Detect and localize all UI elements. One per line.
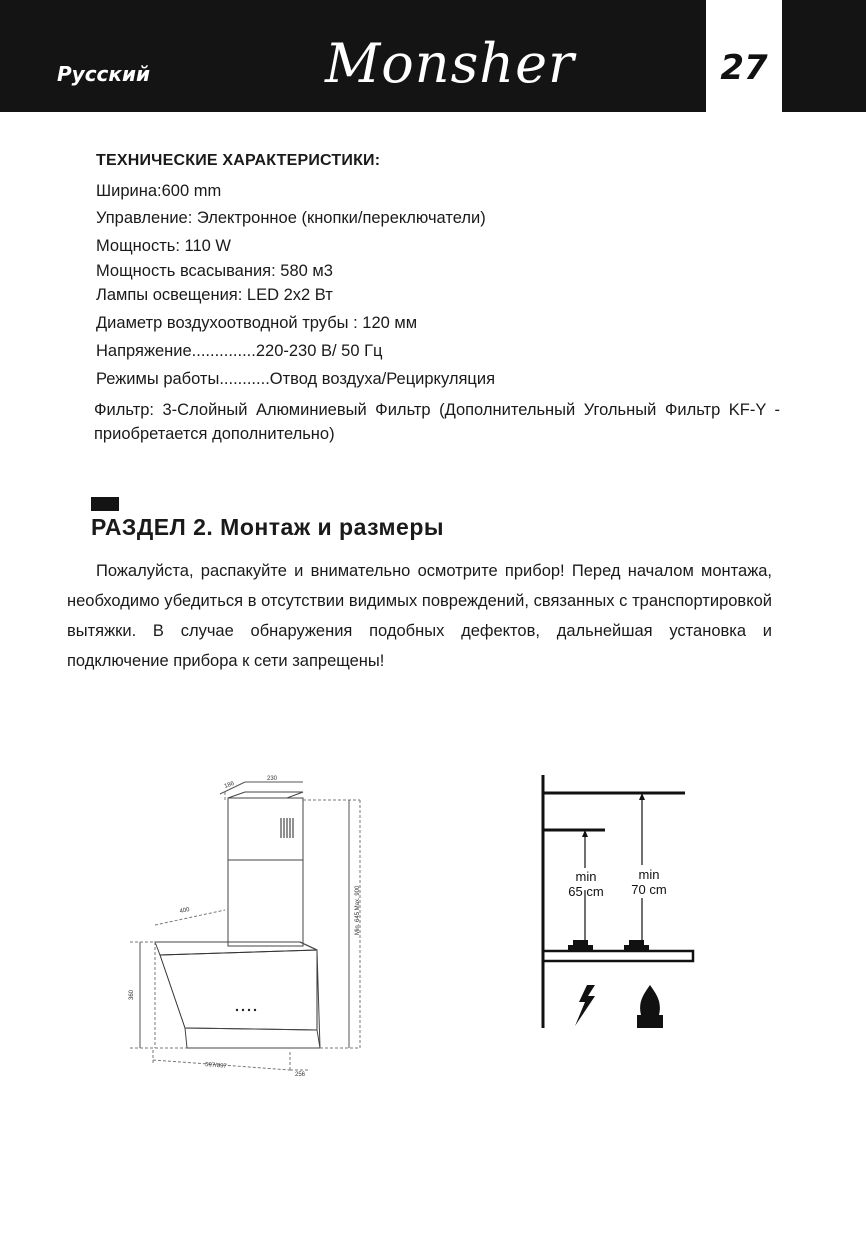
specs-title: ТЕХНИЧЕСКИЕ ХАРАКТЕРИСТИКИ: bbox=[96, 152, 381, 169]
electric-burner bbox=[568, 945, 593, 950]
spec-lamps: Лампы освещения: LED 2x2 Вт bbox=[96, 286, 333, 304]
page-number-box bbox=[706, 0, 782, 112]
electric-distance-label: 65 cm bbox=[568, 884, 604, 899]
dim-bottom-depth: 256 bbox=[295, 1072, 306, 1078]
page-number: 27 bbox=[720, 48, 768, 88]
clearance-diagram bbox=[535, 770, 705, 1040]
language-label: Русский bbox=[57, 62, 151, 86]
spec-power: Мощность: 110 W bbox=[96, 237, 232, 255]
gas-min-label: min bbox=[638, 867, 660, 882]
spec-modes: Режимы работы...........Отвод воздуха/Рециркуляция bbox=[96, 370, 496, 388]
electric-icon bbox=[575, 985, 595, 1026]
electric-min-label: min bbox=[575, 869, 597, 884]
chimney-top bbox=[228, 792, 303, 798]
spec-width: Ширина:600 mm bbox=[96, 182, 222, 200]
spec-voltage: Напряжение..............220-230 В/ 50 Гц bbox=[96, 342, 383, 360]
dim-hood-depth: 400 bbox=[179, 907, 191, 915]
gas-distance-label: 70 cm bbox=[631, 882, 667, 897]
chimney-upper bbox=[228, 798, 303, 860]
dim-top-depth: 186 bbox=[223, 780, 236, 790]
spec-filter: Фильтр: 3-Слойный Алюминиевый Фильтр (Дополнительный Угольный Фильтр KF-Y - приобретается дополнительно) bbox=[94, 401, 780, 443]
spec-suction: Мощность всасывания: 580 м3 bbox=[96, 262, 333, 280]
chimney-lower bbox=[228, 860, 303, 946]
hood-dimension-drawing bbox=[125, 770, 375, 1080]
brand-logo: Monsher bbox=[325, 32, 575, 95]
gas-flame-icon bbox=[637, 985, 663, 1028]
gas-burner bbox=[624, 945, 649, 950]
dim-width: 597/897 bbox=[204, 1062, 227, 1070]
section-title: РАЗДЕЛ 2. Монтаж и размеры bbox=[91, 514, 445, 540]
dim-height-range: Min. 645 Max. 900 bbox=[355, 885, 361, 935]
spec-control: Управление: Электронное (кнопки/переключатели) bbox=[96, 209, 486, 227]
spec-duct-diameter: Диаметр воздухоотводной трубы : 120 мм bbox=[96, 314, 418, 332]
section-marker bbox=[91, 497, 119, 511]
cooktop bbox=[543, 951, 693, 961]
dim-top-width: 230 bbox=[267, 776, 278, 782]
page-header bbox=[0, 0, 866, 112]
section-paragraph: Пожалуйста, распакуйте и внимательно осмотрите прибор! Перед началом монтажа, необходимо убедиться в отсутствии видимых повреждений, связанных с транспортировкой вытяжки. В случае обнаружения подобных дефектов, дальнейшая установка и подключение прибора к сети запрещены! bbox=[67, 562, 772, 670]
hood-glass-upper bbox=[160, 950, 317, 1030]
hood-glass-lower bbox=[185, 1028, 320, 1048]
dim-front-height: 360 bbox=[129, 989, 135, 1000]
